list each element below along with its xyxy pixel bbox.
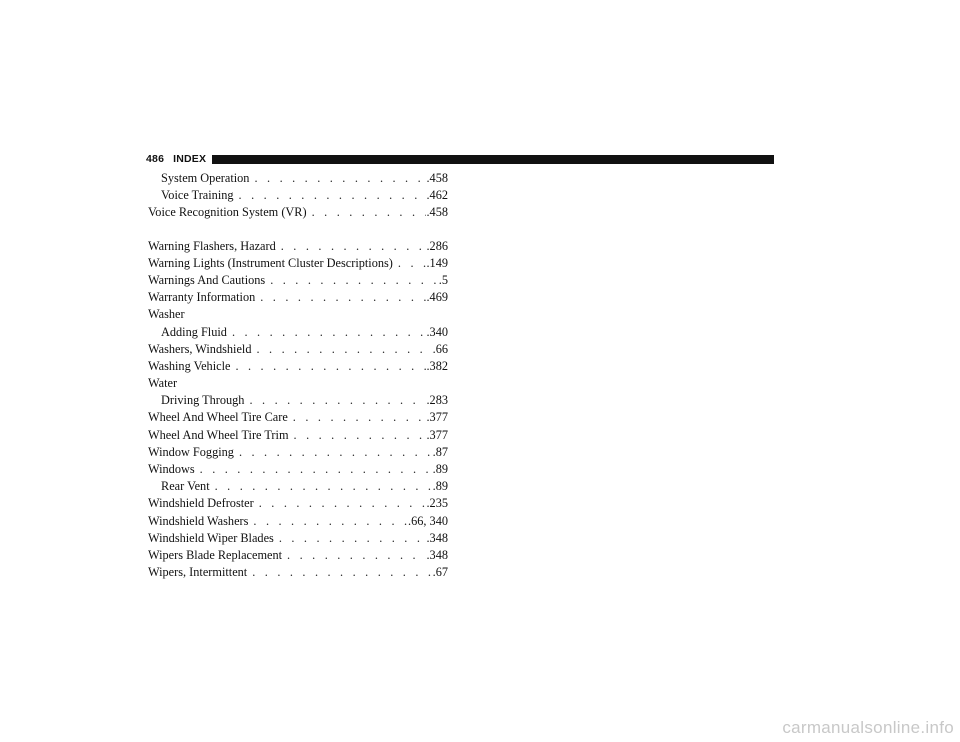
index-entry <box>148 272 448 289</box>
index-page-ref: .283 <box>426 393 448 408</box>
dot-leader <box>227 324 427 341</box>
index-page-ref: .377 <box>426 410 448 425</box>
index-term: Warning Flashers, Hazard <box>148 238 276 253</box>
section-title: INDEX <box>173 153 207 165</box>
index-page-ref: .66, 340 <box>408 513 448 528</box>
header-rule <box>212 155 774 164</box>
index-subentry <box>148 324 448 341</box>
page-number: 486 <box>146 153 165 165</box>
index-entry <box>148 358 448 375</box>
index-term: Washers, Windshield <box>148 341 252 356</box>
dot-leader <box>289 427 427 444</box>
index-page-ref: .89 <box>432 479 448 494</box>
index-term: Windows <box>148 462 195 476</box>
index-entry <box>148 461 448 478</box>
dot-leader <box>251 341 432 358</box>
index-term: Windshield Washers <box>148 513 249 528</box>
index-term: Windshield Defroster <box>148 496 254 511</box>
index-term: Water <box>148 376 178 391</box>
index-page-ref: .340 <box>426 324 448 339</box>
dot-leader <box>230 358 426 375</box>
index-entry <box>148 495 448 512</box>
dot-leader <box>265 272 439 289</box>
index-page-ref: .458 <box>426 171 448 185</box>
index-entry <box>148 564 448 581</box>
dot-leader <box>288 409 427 426</box>
index-page-ref: .66 <box>432 341 448 356</box>
index-entry <box>148 306 448 323</box>
index-term: Voice Recognition System (VR) <box>148 205 307 220</box>
page-header <box>146 153 774 165</box>
index-subentry <box>148 392 448 409</box>
index-term: Wipers Blade Replacement <box>148 547 283 562</box>
dot-leader <box>276 238 427 255</box>
index-subentry <box>148 187 448 204</box>
index-term: Washer <box>148 307 185 322</box>
index-list <box>148 170 448 581</box>
index-page-ref: .348 <box>426 547 448 562</box>
index-page-ref: .382 <box>426 358 448 373</box>
index-page-ref: .377 <box>426 427 448 442</box>
index-page-ref: .462 <box>426 188 448 203</box>
index-entry <box>148 444 448 461</box>
index-page-ref: .67 <box>432 565 448 580</box>
dot-leader <box>274 530 427 547</box>
index-term: Wipers, Intermittent <box>148 565 248 580</box>
index-entry <box>148 289 448 306</box>
index-entry <box>148 341 448 358</box>
index-page-ref: .348 <box>426 530 448 545</box>
index-entry <box>148 255 448 272</box>
index-entry <box>148 427 448 444</box>
index-term: Voice Training <box>161 188 234 203</box>
index-entry <box>148 204 448 221</box>
index-entry <box>148 547 448 564</box>
index-entry <box>148 375 448 392</box>
dot-leader <box>393 255 427 272</box>
index-term: Warranty Information <box>148 290 256 305</box>
dot-leader <box>248 513 408 530</box>
index-page-ref: .469 <box>426 290 448 305</box>
dot-leader <box>195 461 433 478</box>
index-subentry <box>148 170 448 187</box>
dot-leader <box>247 564 432 581</box>
index-entry <box>148 530 448 547</box>
dot-leader <box>244 392 426 409</box>
index-term: Adding Fluid <box>161 324 227 339</box>
index-term: Rear Vent <box>161 479 210 494</box>
index-term: Wheel And Wheel Tire Trim <box>148 427 289 442</box>
index-term: Wheel And Wheel Tire Care <box>148 410 288 425</box>
dot-leader <box>249 170 426 187</box>
index-page-ref: .5 <box>438 272 448 287</box>
index-term: System Operation <box>161 171 250 185</box>
index-page-ref: .87 <box>432 444 448 459</box>
dot-leader <box>307 204 427 221</box>
index-term: Warning Lights (Instrument Cluster Descriptions) <box>148 255 393 270</box>
index-page-ref: .149 <box>426 255 448 270</box>
index-page-ref: .458 <box>426 205 448 220</box>
index-subentry <box>148 478 448 495</box>
index-page-ref: .235 <box>426 496 448 511</box>
index-page-ref: .89 <box>432 462 448 476</box>
index-term: Warnings And Cautions <box>148 272 266 287</box>
index-term: Window Fogging <box>148 444 234 459</box>
index-entry <box>148 513 448 530</box>
index-term: Washing Vehicle <box>148 358 231 373</box>
watermark: carmanualsonline.info <box>782 718 954 737</box>
dot-leader <box>254 495 427 512</box>
index-entry <box>148 238 448 255</box>
dot-leader <box>282 547 426 564</box>
dot-leader <box>234 444 433 461</box>
index-term: Driving Through <box>161 393 245 408</box>
dot-leader <box>234 187 427 204</box>
dot-leader <box>255 289 426 306</box>
index-term: Windshield Wiper Blades <box>148 530 274 545</box>
index-entry <box>148 409 448 426</box>
index-page-ref: .286 <box>426 238 448 253</box>
dot-leader <box>210 478 433 495</box>
